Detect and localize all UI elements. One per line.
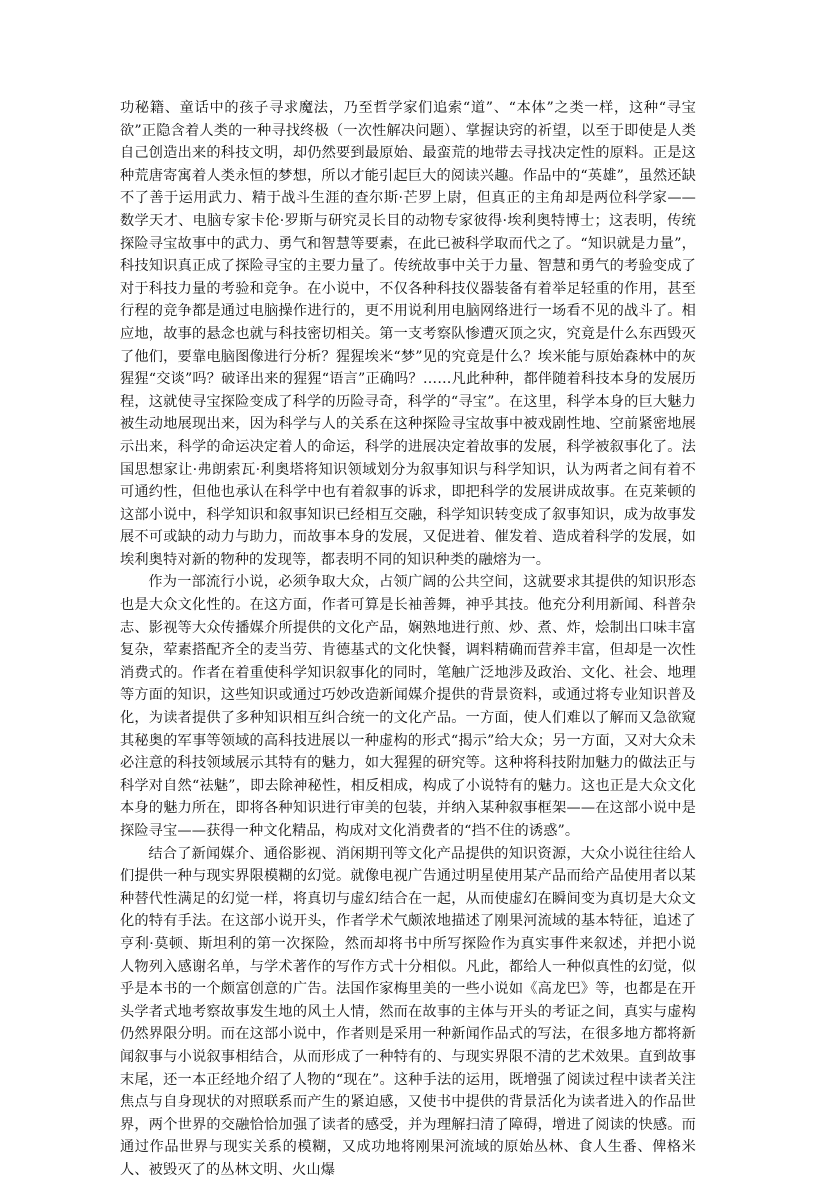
body-paragraph-2: 作为一部流行小说，必须争取大众，占领广阔的公共空间，这就要求其提供的知识形态也是大众文化性的。在这方面，作者可算是长袖善舞，神乎其技。他充分利用新闻、科普杂志、影视等大众传播媒介所提供的文化产品，娴熟地进行煎、炒、煮、炸，烩制出口味丰富复杂，荤素搭配齐全的麦当劳、肯德基式的文化快餐，调料精确而营养丰富，但却是一次性消费式的。作者在着重使科学知识叙事化的同时，笔触广泛地涉及政治、文化、社会、地理等方面的知识，这些知识或通过巧妙改造新闻媒介提供的背景资料，或通过将专业知识普及化，为读者提供了多种知识相互纠合统一的文化产品。一方面，使人们难以了解而又急欲窥其秘奥的军事等领域的高科技进展以一种虚构的形式“揭示”给大众；另一方面，又对大众未必注意的科技领域展示其特有的魅力，如大猩猩的研究等。这种将科技附加魅力的做法正与科学对自然“祛魅”，即去除神秘性，相反相成，构成了小说特有的魅力。这也正是大众文化本身的魅力所在，即将各种知识进行审美的包装，并纳入某种叙事框架——在这部小说中是探险寻宝——获得一种文化精品，构成对文化消费者的“挡不住的诱惑”。 <box>120 574 696 839</box>
body-paragraph-1: 功秘籍、童话中的孩子寻求魔法，乃至哲学家们追索“道”、“本体”之类一样，这种“寻宝欲”正隐含着人类的一种寻找终极（一次性解决问题）、掌握诀窍的祈望，以至于即使是人类自己创造出来的科技文明，却仍然要到最原始、最蛮荒的地带去寻找决定性的原料。正是这种荒唐寄寓着人类永恒的梦想，所以才能引起巨大的阅读兴趣。作品中的“英雄”，虽然还缺不了善于运用武力、精于战斗生涯的查尔斯·芒罗上尉，但真正的主角却是两位科学家——数学天才、电脑专家卡伦·罗斯与研究灵长目的动物专家彼得·埃利奥特博士；这表明，传统探险寻宝故事中的武力、勇气和智慧等要素，在此已被科学取而代之了。“知识就是力量”，科技知识真正成了探险寻宝的主要力量了。传统故事中关于力量、智慧和勇气的考验变成了对于科技力量的考验和竞争。在小说中，不仅各种科技仪器装备有着举足轻重的作用，甚至行程的竞争都是通过电脑操作进行的，更不用说利用电脑网络进行一场看不见的战斗了。相应地，故事的悬念也就与科技密切相关。第一支考察队惨遭灭顶之灾，究竟是什么东西毁灭了他们，要靠电脑图像进行分析？猩猩埃米“梦”见的究竟是什么？埃米能与原始森林中的灰猩猩“交谈”吗？破译出来的猩猩“语言”正确吗？……凡此种种，都伴随着科技本身的发展历程，这就使寻宝探险变成了科学的历险寻奇，科学的“寻宝”。在这里，科学本身的巨大魅力被生动地展现出来，因为科学与人的关系在这种探险寻宝故事中被戏剧性地、空前紧密地展示出来，科学的命运决定着人的命运，科学的进展决定着故事的发展，科学被叙事化了。法国思想家让·弗朗索瓦·利奥塔将知识领域划分为叙事知识与科学知识，认为两者之间有着不可通约性，但他也承认在科学中也有着叙事的诉求，即把科学的发展讲成故事。在克莱顿的这部小说中，科学知识和叙事知识已经相互交融，科学知识转变成了叙事知识，成为故事发展不可或缺的动力与助力，而故事本身的发展，又促进着、催发着、造成着科学的发展，如埃利奥特对新的物种的发现等，都表明不同的知识种类的融熔为一。 <box>120 100 696 568</box>
body-paragraph-3: 结合了新闻媒介、通俗影视、消闲期刊等文化产品提供的知识资源，大众小说往往给人们提供一种与现实界限模糊的幻觉。就像电视广告通过明星使用某产品而给产品使用者以某种替代性满足的幻觉一样，将真切与虚幻结合在一起，从而使虚幻在瞬间变为真切是大众文化的特有手法。在这部小说开头，作者学术气颇浓地描述了刚果河流域的基本特征，追述了亨利·莫顿、斯坦利的第一次探险，然而却将书中所写探险作为真实事件来叙述，并把小说人物列入感谢名单，与学术著作的写作方式十分相似。凡此，都给人一种似真性的幻觉，似乎是本书的一个颇富创意的广告。法国作家梅里美的一些小说如《高龙巴》等，也都是在开头学者式地考察故事发生地的风土人情，然而在故事的主体与开头的考证之间，真实与虚构仍然界限分明。而在这部小说中，作者则是采用一种新闻作品式的写法，在很多地方都将新闻叙事与小说叙事相结合，从而形成了一种特有的、与现实界限不清的艺术效果。直到故事末尾，还一本正经地介绍了人物的“现在”。这种手法的运用，既增强了阅读过程中读者关注焦点与自身现状的对照联系而产生的紧迫感，又使书中提供的背景活化为读者进入的作品世界，两个世界的交融恰恰加强了读者的感受，并为理解扫清了障碍，增进了阅读的快感。而通过作品世界与现实关系的模糊，又成功地将刚果河流域的原始丛林、食人生番、俾格米人、被毁灭了的丛林文明、火山爆 <box>120 845 696 1178</box>
document-page <box>120 97 696 1182</box>
